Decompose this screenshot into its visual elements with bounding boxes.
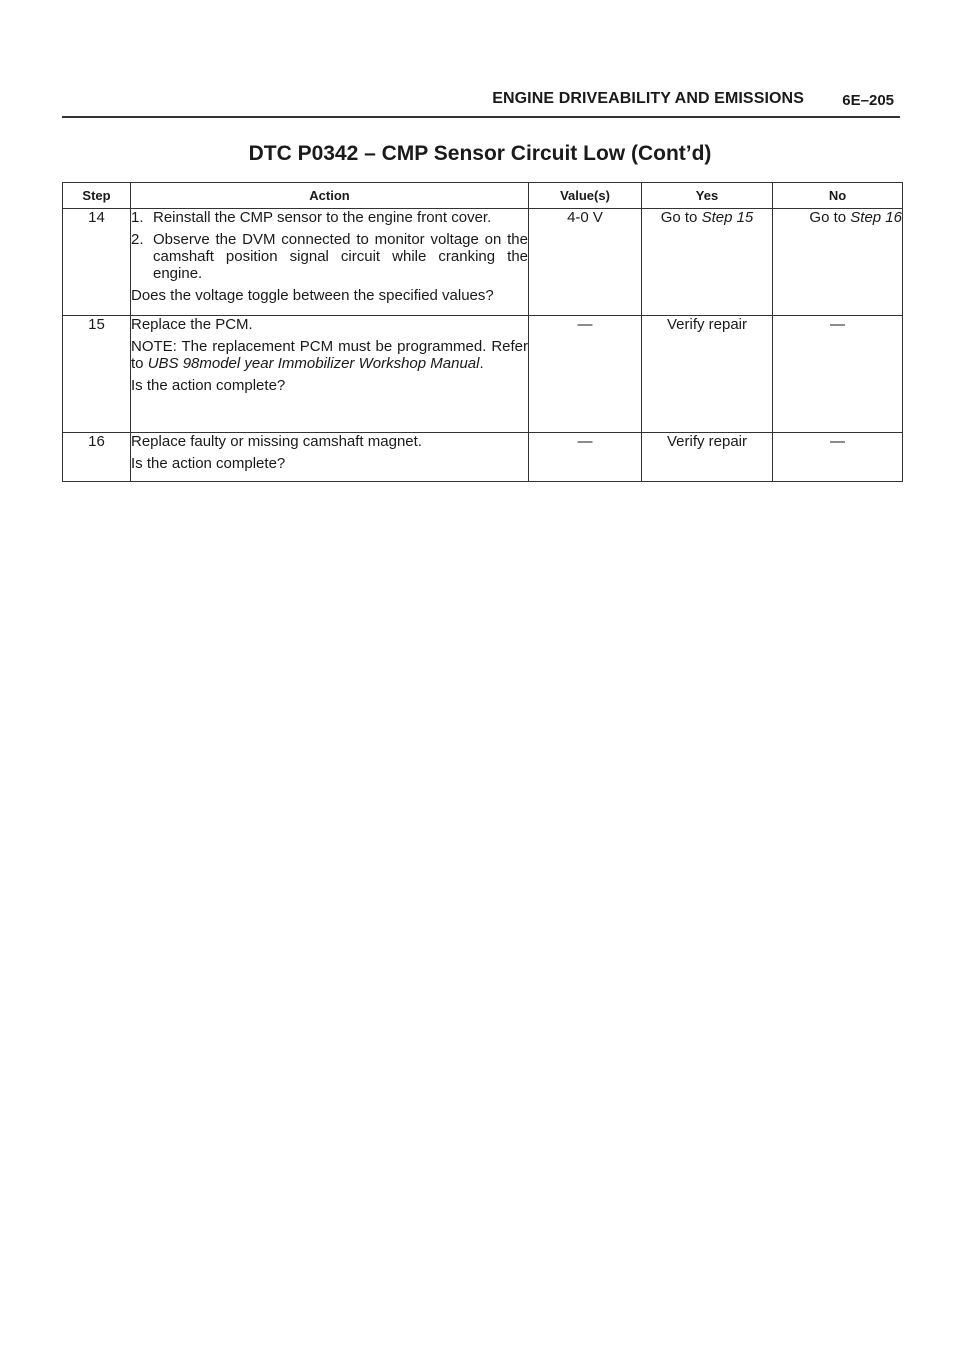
list-text: Observe the DVM connected to monitor voltage on the camshaft position signal circuit while cranking the engine.	[153, 231, 528, 282]
action-line: Replace the PCM.	[131, 316, 253, 333]
yes-cell: Verify repair	[642, 316, 773, 433]
action-list-item	[131, 209, 528, 226]
action-cell	[131, 209, 529, 316]
action-cell	[131, 316, 529, 433]
table-row-step-15	[63, 316, 903, 433]
no-prefix: Go to	[809, 209, 851, 226]
diagnostic-table	[62, 182, 903, 482]
yes-cell: Verify repair	[642, 433, 773, 482]
no-step-ref: Step 16	[850, 209, 902, 226]
action-line: Replace faulty or missing camshaft magnet.	[131, 433, 422, 450]
page-header	[62, 84, 900, 118]
yes-cell	[642, 209, 773, 316]
action-note	[131, 338, 528, 372]
page-number: 6E–205	[842, 92, 894, 109]
table-row-step-14	[63, 209, 903, 316]
col-header-step: Step	[63, 183, 131, 209]
col-header-no: No	[773, 183, 903, 209]
yes-prefix: Go to	[660, 209, 702, 226]
note-reference: UBS 98model year Immobilizer Workshop Manual	[147, 355, 480, 372]
action-question: Is the action complete?	[131, 377, 286, 394]
list-text: Reinstall the CMP sensor to the engine front cover.	[153, 209, 492, 226]
yes-step-ref: Step 15	[701, 209, 754, 226]
no-cell	[773, 209, 903, 316]
value-cell: —	[529, 316, 642, 433]
list-number: 1.	[131, 209, 144, 226]
step-number: 15	[63, 316, 131, 433]
step-number: 14	[63, 209, 131, 316]
note-prefix: NOTE: The replacement PCM must be programmed. Refer to	[131, 338, 528, 372]
action-question: Does the voltage toggle between the specified values?	[131, 287, 494, 304]
table-row-step-16	[63, 433, 903, 482]
action-question: Is the action complete?	[131, 455, 286, 472]
list-number: 2.	[131, 231, 144, 248]
col-header-action: Action	[131, 183, 529, 209]
action-cell	[131, 433, 529, 482]
no-cell: —	[773, 316, 903, 433]
value-cell: —	[529, 433, 642, 482]
table-header-row	[63, 183, 903, 209]
value-cell: 4-0 V	[529, 209, 642, 316]
section-title: ENGINE DRIVEABILITY AND EMISSIONS	[492, 90, 804, 107]
col-header-yes: Yes	[642, 183, 773, 209]
col-header-values: Value(s)	[529, 183, 642, 209]
document-title: DTC P0342 – CMP Sensor Circuit Low (Cont’d)	[248, 142, 712, 165]
no-cell: —	[773, 433, 903, 482]
note-suffix: .	[479, 355, 484, 372]
action-list-item	[131, 231, 528, 282]
step-number: 16	[63, 433, 131, 482]
